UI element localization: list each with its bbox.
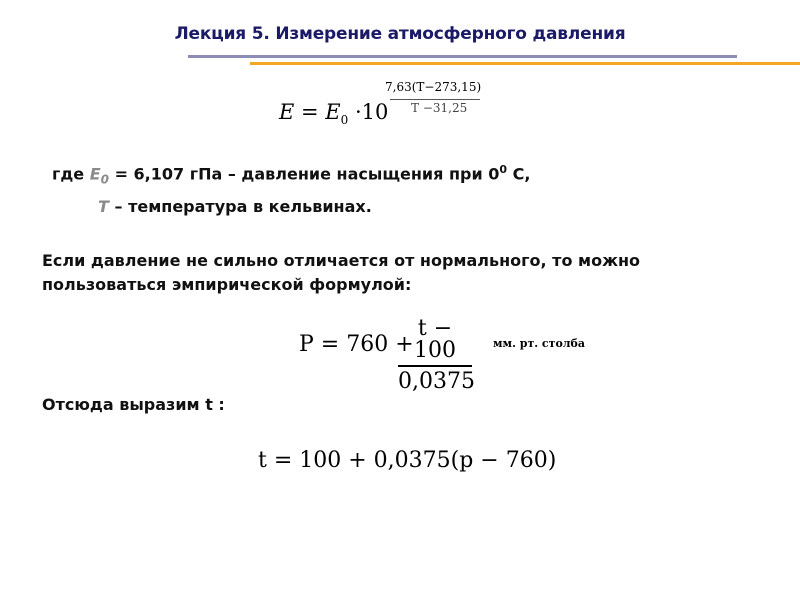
title-underline-blue: [188, 55, 737, 58]
paragraph-line-2: пользоваться эмпирической формулой:: [42, 275, 412, 294]
fraction-numerator: t − 100: [414, 316, 456, 363]
t-definition: T – температура в кельвинах.: [98, 197, 372, 216]
title-underline-orange: [250, 62, 800, 65]
where-e0-definition: где $E_0 = 6,107$ гПа – давление насыщения при $0^0$ С,: [52, 163, 531, 187]
paragraph-line-1: Если давление не сильно отличается от нормального, то можно: [42, 251, 641, 270]
express-t-line: Отсюда выразим t :: [42, 395, 225, 414]
fraction-bar: [398, 365, 472, 367]
formula-empirical-lhs: P = 760 +: [299, 332, 414, 357]
formula-t-expression: t = 100 + 0,0375(p − 760): [258, 448, 557, 473]
formula1-exponent-fraction-bar: [390, 99, 480, 100]
unit-label: мм. рт. столба: [493, 337, 586, 350]
formula1-exponent-numerator: 7,63(T−273,15): [385, 80, 482, 94]
fraction-denominator: 0,0375: [398, 368, 475, 394]
slide-title: Лекция 5. Измерение атмосферного давления: [174, 24, 626, 44]
formula-empirical-fraction: [398, 316, 475, 394]
formula-saturation-pressure: $E = E_0 \cdot 10$: [279, 100, 389, 128]
formula1-exponent-denominator: T −31,25: [411, 101, 468, 115]
